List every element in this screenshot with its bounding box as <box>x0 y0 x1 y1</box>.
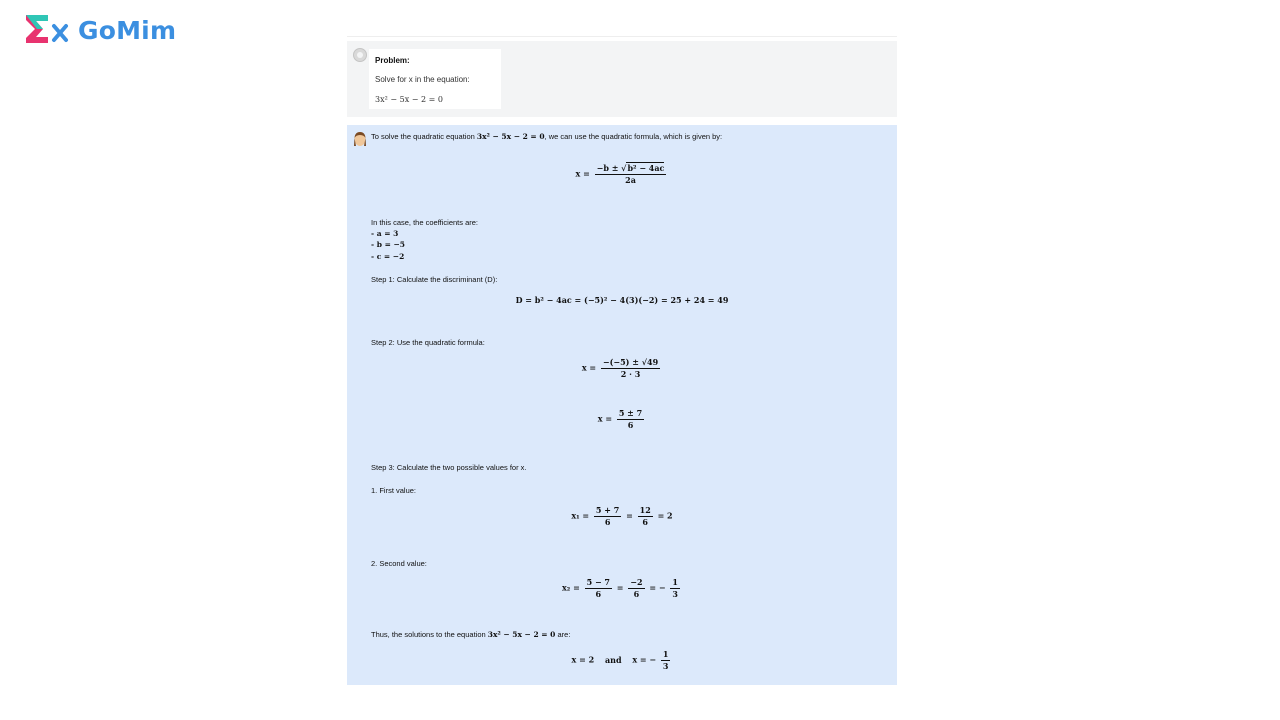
assistant-message <box>347 125 897 685</box>
step2b-numerator: 5 ± 7 <box>618 408 643 418</box>
problem-instruction: Solve for x in the equation: <box>375 75 470 84</box>
step2-label: Step 2: Use the quadratic formula: <box>371 338 485 347</box>
x2-fraction-3 <box>670 577 680 600</box>
x2-equation <box>347 577 897 600</box>
x1-den1: 6 <box>604 517 611 527</box>
x2-den3: 3 <box>672 589 678 599</box>
solution-2-fraction <box>661 649 671 672</box>
solution-and: and <box>604 654 622 665</box>
conclusion-suffix: are: <box>557 630 571 639</box>
divider <box>347 36 897 37</box>
x2-equals: = <box>616 582 624 593</box>
first-value-label: 1. First value: <box>371 486 417 495</box>
step2b-fraction <box>617 408 644 431</box>
x2-num2: −2 <box>630 577 643 587</box>
x2-lhs: x₂ = <box>562 582 580 593</box>
step2-lhs: x = <box>581 362 597 373</box>
formula-lhs: x = <box>575 168 590 179</box>
coeff-c: - c = −2 <box>371 252 405 261</box>
second-value-label: 2. Second value: <box>371 559 427 568</box>
final-solutions <box>347 649 897 672</box>
intro-text: To solve the quadratic equation <box>371 132 475 141</box>
x1-equation <box>347 505 897 528</box>
x2-fraction-2 <box>628 577 644 600</box>
x2-den2: 6 <box>633 589 640 599</box>
conclusion-equation: 3x² − 5x − 2 = 0 <box>487 630 556 639</box>
step2-fraction <box>601 357 660 380</box>
x1-num2: 12 <box>639 505 651 515</box>
chat-thread <box>347 36 897 685</box>
problem-equation: 3x² − 5x − 2 = 0 <box>375 95 443 104</box>
coeff-a: - a = 3 <box>371 229 399 238</box>
gomim-logo[interactable] <box>24 12 176 48</box>
problem-card <box>369 49 501 109</box>
step2-denominator: 2 · 3 <box>620 369 641 379</box>
solution-2-den: 3 <box>662 661 669 671</box>
solution-2: x = − <box>632 654 657 665</box>
formula-fraction <box>595 163 667 186</box>
coeff-intro: In this case, the coefficients are: <box>371 218 479 227</box>
solution-1: x = 2 <box>571 654 595 665</box>
step3-label: Step 3: Calculate the two possible values for x. <box>371 463 527 472</box>
x2-fraction-1 <box>585 577 612 600</box>
step1-label: Step 1: Calculate the discriminant (D): <box>371 275 498 284</box>
assistant-avatar-icon <box>353 131 367 147</box>
x2-den1: 6 <box>595 589 602 599</box>
step1-equation: D = b² − 4ac = (−5)² − 4(3)(−2) = 25 + 24 = 49 <box>515 295 729 305</box>
x1-lhs: x₁ = <box>571 510 590 521</box>
formula-numerator: −b ± √ <box>596 163 627 173</box>
sigma-x-logo-icon <box>24 13 70 47</box>
intro-equation: 3x² − 5x − 2 = 0 <box>476 132 545 141</box>
x2-num1: 5 − 7 <box>586 577 610 587</box>
step2b-denominator: 6 <box>627 420 634 430</box>
formula-radicand: b² − 4ac <box>627 163 665 173</box>
formula-denominator: 2a <box>625 175 636 185</box>
x1-equals: = <box>626 510 633 521</box>
quadratic-formula <box>347 163 897 186</box>
problem-title: Problem: <box>375 56 410 65</box>
x2-num3: 1 <box>672 577 678 587</box>
x2-equals-neg: = − <box>649 582 666 593</box>
intro-suffix: , we can use the quadratic formula, which is given by: <box>544 132 723 141</box>
x1-fraction-1 <box>594 505 621 528</box>
x1-den2: 6 <box>642 517 648 527</box>
conclusion <box>371 630 570 639</box>
logo-wordmark: GoMim <box>78 15 177 45</box>
x1-num1: 5 + 7 <box>595 505 620 515</box>
user-avatar-icon <box>353 48 367 62</box>
step2b-lhs: x = <box>597 413 613 424</box>
conclusion-text: Thus, the solutions to the equation <box>371 630 486 639</box>
user-message <box>347 41 897 117</box>
step2-numerator: −(−5) ± √49 <box>602 357 659 367</box>
coeff-b: - b = −5 <box>371 240 405 249</box>
answer-intro <box>371 132 722 141</box>
step2-formula <box>347 357 897 380</box>
step2-simplified <box>347 408 897 431</box>
solution-2-num: 1 <box>662 649 669 659</box>
x1-fraction-2 <box>638 505 653 528</box>
x1-result: = 2 <box>657 510 673 521</box>
